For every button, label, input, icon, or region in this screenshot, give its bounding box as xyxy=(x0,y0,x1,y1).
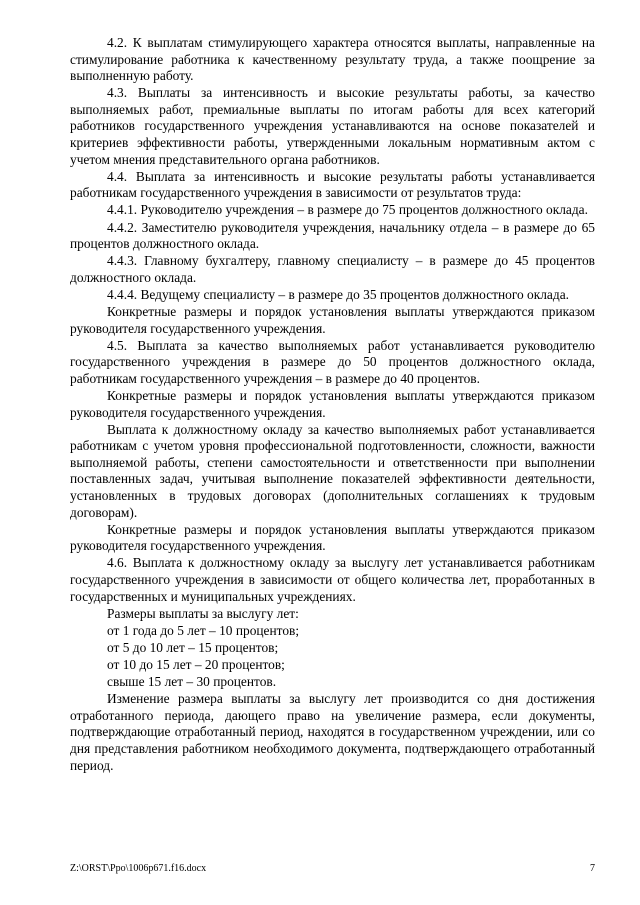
paragraph-p-4-4-1: 4.4.1. Руководителю учреждения – в размере до 75 процентов должностного оклада. xyxy=(107,202,588,218)
paragraph-p-4-6: 4.6. Выплата к должностному окладу за выслугу лет устанавливается работникам государственного учреждения в зависимости от общего количества лет, проработанных в государственных и муниципальных учреждениях. xyxy=(70,555,595,604)
paragraph-p-size-2: от 5 до 10 лет – 15 процентов; xyxy=(107,639,279,655)
document-body xyxy=(70,35,595,775)
paragraph-p-4-4: 4.4. Выплата за интенсивность и высокие результаты работы устанавливается работникам государственного учреждения в зависимости от результатов труда: xyxy=(70,168,595,201)
paragraph-p-4-4-3: 4.4.3. Главному бухгалтеру, главному специалисту – в размере до 45 процентов должностного оклада. xyxy=(70,253,595,285)
paragraph-p-size-4: свыше 15 лет – 30 процентов. xyxy=(107,674,277,690)
paragraph-p-order-1: Конкретные размеры и порядок установления выплаты утверждаются приказом руководителя государственного учреждения. xyxy=(70,304,595,336)
paragraph-p-4-2: 4.2. К выплатам стимулирующего характера относятся выплаты, направленные на стимулирование работника к качественному результату труда, а также поощрение за выполненную работу. xyxy=(70,35,595,84)
paragraph-p-change: Изменение размера выплаты за выслугу лет производится со дня достижения отработанного периода, дающего право на увеличение размера, если документы, подтверждающие отработанный период, находятся в государственном учреждении, или со дня представления работником необходимого документа, подтверждающего отработанный период. xyxy=(70,691,595,773)
paragraph-p-4-4-2: 4.4.2. Заместителю руководителя учреждения, начальнику отдела – в размере до 65 процентов должностного оклада. xyxy=(70,219,595,252)
paragraph-p-sizes: Размеры выплаты за выслугу лет: xyxy=(107,605,299,621)
paragraph-p-4-3: 4.3. Выплаты за интенсивность и высокие результаты работы, за качество выполняемых работ, премиальные выплаты по итогам работы для всех категорий работников государственного учреждения устанавливаются на основе показателей и критериев эффективности работы, утвержденными локальным нормативным актом с учетом мнения представительного органа работников. xyxy=(70,85,595,167)
paragraph-p-4-5: 4.5. Выплата за качество выполняемых работ устанавливается руководителю государственного учреждения в размере до 50 процентов должностного оклада, работникам государственного учреждения – в размере до 40 процентов. xyxy=(70,337,595,386)
paragraph-p-4-4-4: 4.4.4. Ведущему специалисту – в размере до 35 процентов должностного оклада. xyxy=(107,286,569,302)
paragraph-p-size-1: от 1 года до 5 лет – 10 процентов; xyxy=(107,622,300,638)
footer-file-path: Z:\ORST\Ppo\1006p671.f16.docx xyxy=(70,863,207,874)
footer-page-number: 7 xyxy=(590,863,595,874)
paragraph-p-quality: Выплата к должностному окладу за качество выполняемых работ устанавливается работникам с учетом уровня профессиональной подготовленности, сложности, важности выполняемой работы, степени самостоятельности и ответственности при выполнении поставленных задач, учитывая выполнение показателей эффективности деятельности, установленных в трудовых договорах (дополнительных соглашениях к трудовым договорам). xyxy=(70,421,595,520)
paragraph-p-order-3: Конкретные размеры и порядок установления выплаты утверждаются приказом руководителя государственного учреждения. xyxy=(70,521,595,554)
paragraph-p-size-3: от 10 до 15 лет – 20 процентов; xyxy=(107,656,285,672)
paragraph-p-order-2: Конкретные размеры и порядок установления выплаты утверждаются приказом руководителя государственного учреждения. xyxy=(70,387,595,420)
